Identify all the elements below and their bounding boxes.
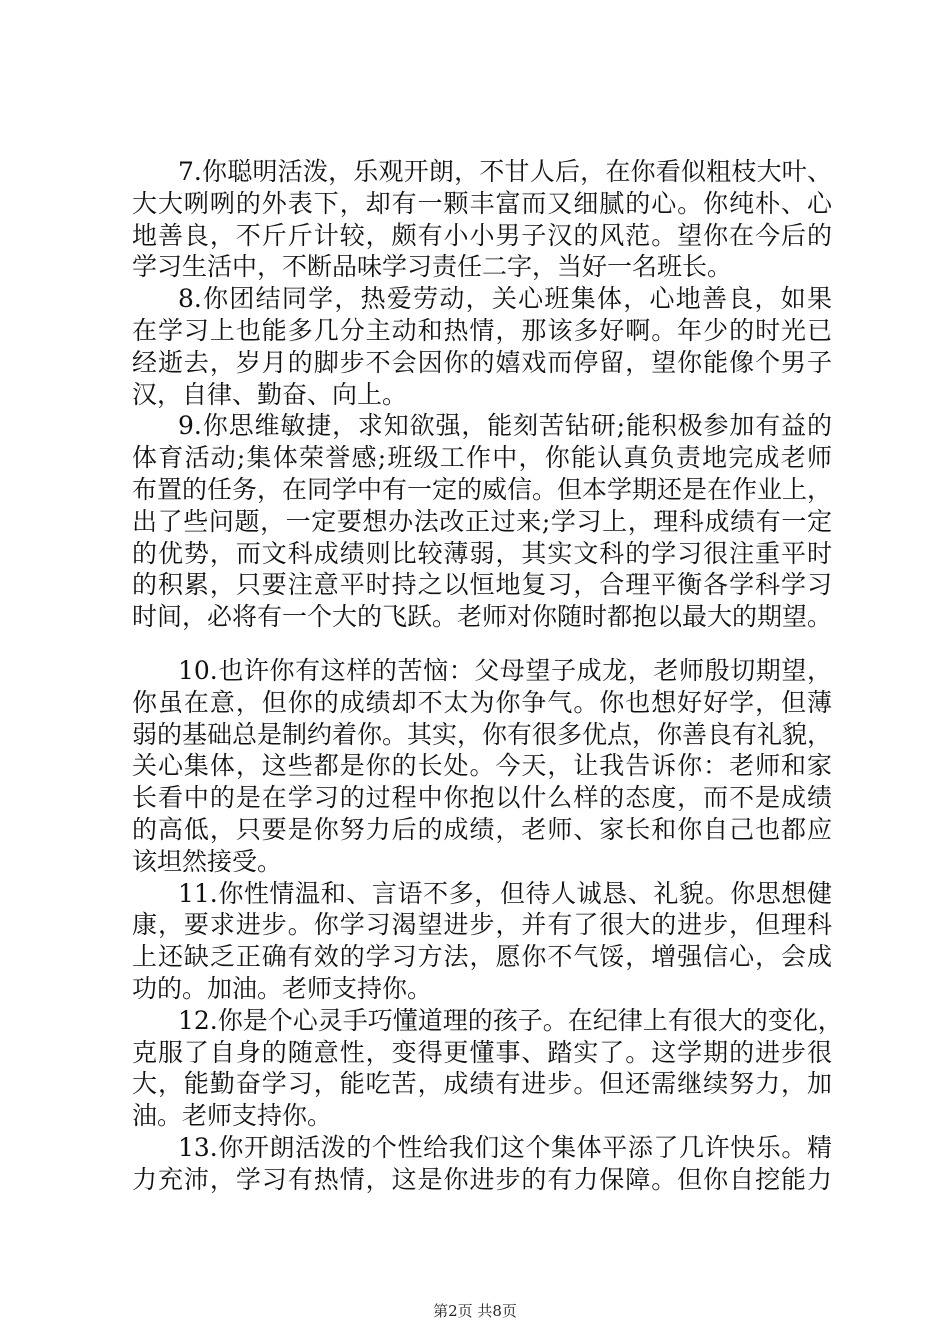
paragraph-line: 油。老师支持你。 — [132, 1101, 333, 1131]
paragraph-line: 的积累，只要注意平时持之以恒地复习，合理平衡各学科学习 — [132, 570, 832, 600]
paragraph-gap — [132, 633, 832, 655]
paragraph-line: 汉，自律、勤奋、向上。 — [132, 379, 408, 409]
paragraph-line: 布置的任务，在同学中有一定的威信。但本学期还是在作业上， — [132, 474, 833, 504]
paragraph-line: 出了些问题，一定要想办法改正过来;学习上，理科成绩有一定 — [132, 506, 832, 536]
paragraph-line: 的高低，只要是你努力后的成绩，老师、家长和你自己也都应 — [132, 814, 832, 844]
paragraph-line: 地善良，不斤斤计较，颇有小小男子汉的风范。望你在今后的 — [132, 220, 832, 250]
paragraph-line: 在学习上也能多几分主动和热情，那该多好啊。年少的时光已 — [132, 315, 832, 345]
paragraph-line: 该坦然接受。 — [132, 846, 283, 876]
paragraph-line: 康，要求进步。你学习渴望进步，并有了很大的进步，但理科 — [132, 910, 832, 940]
paragraph-first-line: 13.你开朗活泼的个性给我们这个集体平添了几许快乐。精 — [178, 1132, 832, 1162]
paragraph-line: 功的。加油。老师支持你。 — [132, 973, 433, 1003]
paragraph-first-line: 9.你思维敏捷，求知欲强，能刻苦钻研;能积极参加有益的 — [178, 411, 832, 441]
paragraph-line: 经逝去，岁月的脚步不会因你的嬉戏而停留，望你能像个男子 — [132, 347, 832, 377]
paragraph-line: 学习生活中，不断品味学习责任二字，当好一名班长。 — [132, 252, 733, 282]
page-footer: 第2页 共8页 — [433, 1302, 517, 1320]
paragraph-line: 上还缺乏正确有效的学习方法，愿你不气馁，增强信心，会成 — [132, 942, 832, 972]
paragraph-line: 弱的基础总是制约着你。其实，你有很多优点，你善良有礼貌， — [132, 719, 833, 749]
paragraph-line: 时间，必将有一个大的飞跃。老师对你随时都抱以最大的期望。 — [132, 602, 833, 632]
paragraph-first-line: 12.你是个心灵手巧懂道理的孩子。在纪律上有很大的变化， — [178, 1005, 843, 1035]
paragraph-first-line: 10.也许你有这样的苦恼：父母望子成龙，老师殷切期望， — [178, 655, 832, 685]
paragraph-line: 体育活动;集体荣誉感;班级工作中，你能认真负责地完成老师 — [132, 443, 832, 473]
paragraph-line: 你虽在意，但你的成绩却不太为你争气。你也想好好学，但薄 — [132, 687, 832, 717]
paragraph-line: 力充沛，学习有热情，这是你进步的有力保障。但你自挖能力 — [132, 1164, 832, 1194]
paragraph-first-line: 7.你聪明活泼，乐观开朗，不甘人后，在你看似粗枝大叶、 — [178, 157, 832, 186]
paragraph-line: 克服了自身的随意性，变得更懂事、踏实了。这学期的进步很 — [132, 1037, 832, 1067]
paragraph-line: 大，能勤奋学习，能吃苦，成绩有进步。但还需继续努力，加 — [132, 1069, 832, 1099]
document-body — [132, 156, 843, 1196]
paragraph-line: 大大咧咧的外表下，却有一颗丰富而又细腻的心。你纯朴、心 — [132, 188, 832, 218]
paragraph-first-line: 11.你性情温和、言语不多，但待人诚恳、礼貌。你思想健 — [178, 878, 832, 908]
paragraph-line: 长看中的是在学习的过程中你抱以什么样的态度，而不是成绩 — [132, 783, 832, 813]
paragraph-line: 的优势，而文科成绩则比较薄弱，其实文科的学习很注重平时 — [132, 538, 832, 568]
paragraph-first-line: 8.你团结同学，热爱劳动，关心班集体，心地善良，如果 — [178, 284, 832, 314]
paragraph-line: 关心集体，这些都是你的长处。今天，让我告诉你：老师和家 — [132, 751, 832, 781]
